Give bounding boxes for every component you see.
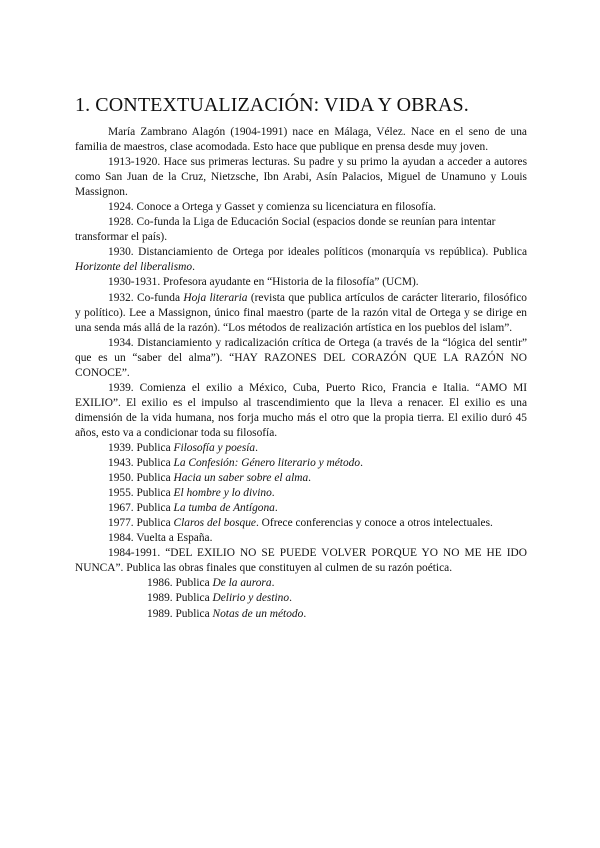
paragraph-text: 1977. Publica <box>108 517 174 530</box>
paragraph-text: . Ofrece conferencias y conoce a otros intelectuales. <box>255 517 493 530</box>
paragraph-text: . <box>308 472 312 485</box>
paragraph-1930 <box>75 245 527 275</box>
paragraph-text: . <box>360 457 363 470</box>
paragraph-text: . <box>255 441 258 454</box>
paragraph-1930-1931: 1930-1931. Profesora ayudante en “Historia de la filosofía” (UCM). <box>108 276 419 289</box>
paragraph-1989-delirio <box>75 591 527 606</box>
paragraph-text: 1955. Publica <box>108 487 174 500</box>
paragraph-text: 1967. Publica <box>108 502 174 515</box>
paragraph-text: . <box>289 592 292 605</box>
paragraph-1939-publication <box>75 441 527 456</box>
paragraph-1984: 1984. Vuelta a España. <box>108 532 213 545</box>
paragraph-1984-1991: 1984-1991. “DEL EXILIO NO SE PUEDE VOLVER PORQUE YO NO ME HE IDO NUNCA”. Publica las obras finales que constituyen al culmen de su razón poética. <box>75 547 527 575</box>
work-title: Hoja literaria <box>183 291 248 304</box>
paragraph-1934: 1934. Distanciamiento y radicalización crítica de Ortega (a través de la “lógica del sentir” que es un “saber del alma”). “HAY RAZONES DEL CORAZÓN QUE LA RAZÓN NO CONOCE”. <box>75 336 527 379</box>
paragraph-1967 <box>75 501 527 516</box>
paragraph-text: . <box>274 502 278 515</box>
paragraph-text: 1986. Publica <box>147 577 213 590</box>
paragraph-1928: 1928. Co-funda la Liga de Educación Social (espacios donde se reunían para intentar transformar el país). <box>75 216 496 244</box>
work-title: Notas de un método <box>212 607 304 620</box>
paragraph-1977 <box>75 516 527 531</box>
work-title: Delirio y destino <box>212 592 290 605</box>
paragraph-text: 1930. Distanciamiento de Ortega por ideales políticos (monarquía vs república). Publica <box>108 246 527 259</box>
paragraph-text: 1932. Co-funda <box>108 291 184 304</box>
paragraph-text: 1989. Publica <box>147 592 213 605</box>
paragraph-text: . <box>271 577 275 590</box>
work-title: La tumba de Antígona <box>173 502 275 515</box>
paragraph-text: 1950. Publica <box>108 472 174 485</box>
paragraph-text: 1939. Publica <box>108 441 174 454</box>
paragraph-text: . <box>192 261 195 274</box>
paragraph-text: . <box>303 607 307 620</box>
section-title: 1. CONTEXTUALIZACIÓN: VIDA Y OBRAS. <box>75 94 469 116</box>
paragraph-1986 <box>75 576 527 591</box>
paragraph-text: 1943. Publica <box>108 457 174 470</box>
paragraph-intro: María Zambrano Alagón (1904-1991) nace en Málaga, Vélez. Nace en el seno de una familia de maestros, clase acomodada. Esto hace que publique en prensa desde muy joven. <box>75 126 527 154</box>
paragraph-text: 1989. Publica <box>147 607 213 620</box>
work-title: De la aurora <box>212 577 272 590</box>
paragraph-text: . <box>271 487 275 500</box>
paragraph-1989-notas <box>75 607 527 622</box>
work-title: Hacia un saber sobre el alma <box>173 472 309 485</box>
paragraph-1932 <box>75 291 527 336</box>
work-title: Filosofía y poesía <box>173 441 256 454</box>
paragraph-1939-exile: 1939. Comienza el exilio a México, Cuba, Puerto Rico, Francia e Italia. “AMO MI EXILIO”. El exilio es el impulso al trascendimiento que la lleva a renacer. El exilio es una dimensión de la vida humana, nos forja mucho más el otro que la propia tierra. El exilio duró 45 años, esto va a condicionar toda su filosofía. <box>75 381 527 439</box>
work-title: Horizonte del liberalismo <box>75 261 193 274</box>
paragraph-1950 <box>75 471 527 486</box>
work-title: Claros del bosque <box>173 517 256 530</box>
paragraph-1924: 1924. Conoce a Ortega y Gasset y comienza su licenciatura en filosofía. <box>108 201 436 214</box>
paragraph-1955 <box>75 486 527 501</box>
paragraph-text: (revista que publica artículos de carácter literario, filosófico y político). Lee a Massignon, único final maestro (parte de la razón vital de Ortega y se dirige en una senda más allá de la razón). “Los métodos de realización artística en los pueblos del islam”. <box>75 291 527 334</box>
paragraph-1913: 1913-1920. Hace sus primeras lecturas. Su padre y su primo la ayudan a acceder a autores como San Juan de la Cruz, Nietzsche, Ibn Arabi, Asín Palacios, Miguel de Unamuno y Louis Massignon. <box>75 156 527 199</box>
work-title: La Confesión: Género literario y método <box>173 457 361 470</box>
work-title: El hombre y lo divino <box>173 487 272 500</box>
paragraph-1943 <box>75 456 527 471</box>
document-body <box>75 125 527 622</box>
